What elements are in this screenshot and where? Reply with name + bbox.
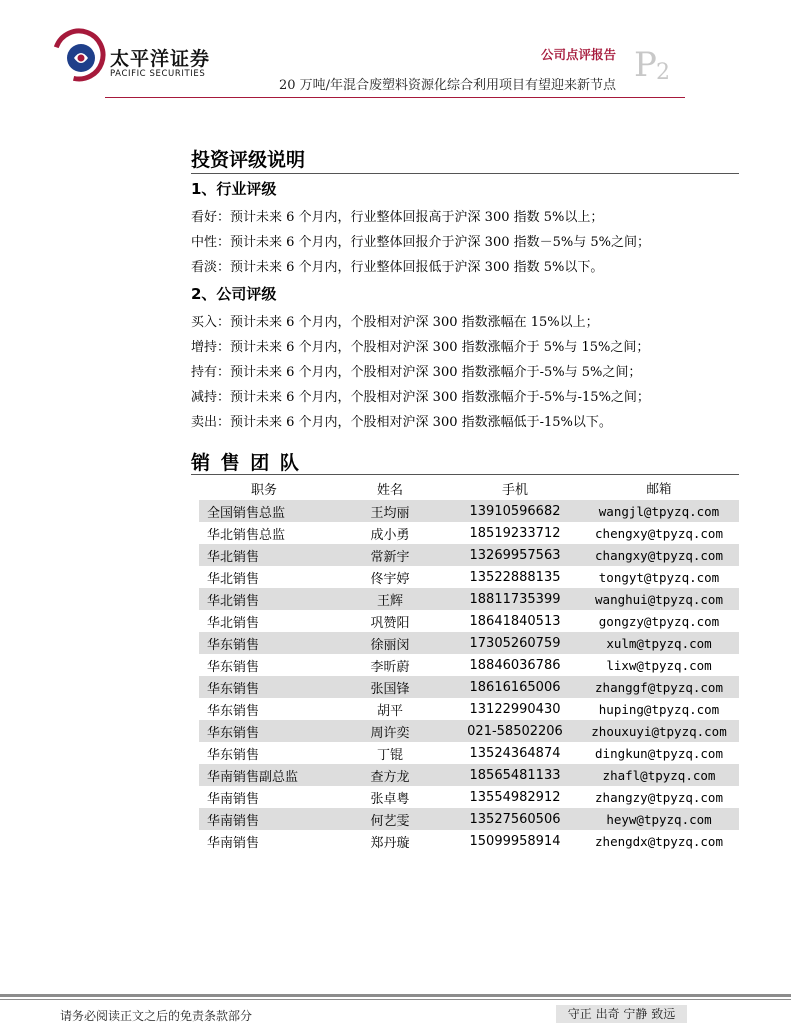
sales-team-table <box>199 476 739 852</box>
industry-rating-line: 看淡：预计未来 6 个月内，行业整体回报低于沪深 300 指数 5%以下。 <box>191 260 604 275</box>
table-row <box>199 830 739 852</box>
table-row <box>199 676 739 698</box>
cell-email: tongyt@tpyzq.com <box>598 569 720 585</box>
rating-section-title: 投资评级说明 <box>191 149 306 171</box>
cell-email: lixw@tpyzq.com <box>606 657 712 673</box>
cell-email: heyw@tpyzq.com <box>579 808 739 830</box>
cell-phone: 13554982912 <box>469 789 561 805</box>
cell-email: huping@tpyzq.com <box>598 701 720 717</box>
cell-name: 李昕蔚 <box>370 659 410 675</box>
cell-title: 华北销售 <box>199 588 329 610</box>
cell-title: 华南销售副总监 <box>199 764 329 786</box>
company-rating-line: 增持：预计未来 6 个月内，个股相对沪深 300 指数涨幅介于 5%与 15%之间； <box>191 340 650 355</box>
cell-title: 华南销售 <box>207 791 260 807</box>
column-header-phone: 手机 <box>501 482 528 498</box>
table-row <box>199 610 739 632</box>
cell-title: 华南销售 <box>199 808 329 830</box>
table-row <box>199 808 739 830</box>
footer-motto: 守正 出奇 宁静 致远 <box>556 1005 687 1023</box>
footer-divider-thin <box>0 999 791 1000</box>
cell-phone: 13269957563 <box>451 544 579 566</box>
page-number: 2 <box>656 60 670 85</box>
cell-phone: 13122990430 <box>469 701 561 717</box>
table-row <box>199 764 739 786</box>
cell-title: 华东销售 <box>199 632 329 654</box>
cell-phone: 18519233712 <box>469 525 561 541</box>
cell-name: 成小勇 <box>370 527 410 543</box>
cell-phone: 18565481133 <box>451 764 579 786</box>
footer-divider <box>0 994 791 997</box>
table-row <box>199 632 739 654</box>
cell-name: 佟宇婷 <box>370 571 410 587</box>
rating-section-rule <box>191 173 739 174</box>
industry-rating-line: 中性：预计未来 6 个月内，行业整体回报介于沪深 300 指数－5%与 5%之间； <box>191 235 650 250</box>
cell-email: wanghui@tpyzq.com <box>579 588 739 610</box>
industry-rating-line: 看好：预计未来 6 个月内，行业整体回报高于沪深 300 指数 5%以上； <box>191 210 604 225</box>
cell-title: 华东销售 <box>207 703 260 719</box>
cell-phone: 18846036786 <box>469 657 561 673</box>
column-header-email: 邮箱 <box>646 481 672 496</box>
cell-email: chengxy@tpyzq.com <box>595 525 723 541</box>
column-header-name: 姓名 <box>376 482 403 498</box>
cell-title: 华北销售 <box>207 615 260 631</box>
cell-email: dingkun@tpyzq.com <box>595 745 723 761</box>
cell-phone: 13527560506 <box>451 808 579 830</box>
cell-phone: 13524364874 <box>469 745 561 761</box>
cell-name: 王均丽 <box>329 500 451 522</box>
cell-name: 张国锋 <box>329 676 451 698</box>
cell-name: 查方龙 <box>329 764 451 786</box>
cell-title: 华北销售总监 <box>207 527 286 543</box>
cell-phone: 15099958914 <box>469 833 561 849</box>
cell-phone: 18641840513 <box>469 613 561 629</box>
cell-title: 华东销售 <box>207 659 260 675</box>
table-row <box>199 698 739 720</box>
cell-email: zhangzy@tpyzq.com <box>595 789 723 805</box>
cell-email: zhouxuyi@tpyzq.com <box>579 720 739 742</box>
brand-name-cn: 太平洋证券 <box>110 48 211 70</box>
cell-name: 王辉 <box>329 588 451 610</box>
table-row <box>199 500 739 522</box>
report-type: 公司点评报告 <box>540 47 616 62</box>
cell-name: 郑丹璇 <box>370 835 410 851</box>
cell-name: 丁锟 <box>376 747 403 763</box>
cell-phone: 18811735399 <box>451 588 579 610</box>
header-divider <box>105 97 685 98</box>
cell-email: zhanggf@tpyzq.com <box>579 676 739 698</box>
table-row <box>199 720 739 742</box>
cell-name: 徐丽闵 <box>329 632 451 654</box>
sales-team-rule <box>191 474 739 475</box>
cell-title: 华南销售 <box>207 835 260 851</box>
company-rating-line: 卖出：预计未来 6 个月内，个股相对沪深 300 指数涨幅低于-15%以下。 <box>191 415 612 430</box>
report-title: 20 万吨/年混合废塑料资源化综合利用项目有望迎来新节点 <box>278 78 616 93</box>
company-rating-line: 减持：预计未来 6 个月内，个股相对沪深 300 指数涨幅介于-5%与-15%之间； <box>191 390 650 405</box>
cell-name: 常新宇 <box>329 544 451 566</box>
cell-phone: 021-58502206 <box>451 720 579 742</box>
cell-title: 华东销售 <box>199 720 329 742</box>
cell-title: 全国销售总监 <box>199 500 329 522</box>
column-header-title: 职务 <box>250 482 277 498</box>
table-row <box>199 654 739 676</box>
cell-phone: 18616165006 <box>451 676 579 698</box>
page-letter: P <box>634 45 657 85</box>
cell-name: 周许奕 <box>329 720 451 742</box>
cell-name: 何艺雯 <box>329 808 451 830</box>
table-row <box>199 786 739 808</box>
table-row <box>199 588 739 610</box>
cell-name: 张卓粤 <box>370 791 410 807</box>
cell-phone: 13910596682 <box>451 500 579 522</box>
footer-disclaimer: 请务必阅读正文之后的免责条款部分 <box>60 1009 253 1023</box>
cell-email: gongzy@tpyzq.com <box>598 613 720 629</box>
company-rating-title: 2、公司评级 <box>191 285 277 303</box>
cell-email: changxy@tpyzq.com <box>579 544 739 566</box>
cell-email: xulm@tpyzq.com <box>579 632 739 654</box>
cell-title: 华东销售 <box>199 676 329 698</box>
cell-email: wangjl@tpyzq.com <box>579 500 739 522</box>
sales-team-title: 销 售 团 队 <box>191 452 301 474</box>
cell-phone: 13522888135 <box>469 569 561 585</box>
cell-name: 巩赞阳 <box>370 615 410 631</box>
company-rating-line: 买入：预计未来 6 个月内，个股相对沪深 300 指数涨幅在 15%以上； <box>191 315 599 330</box>
table-row <box>199 544 739 566</box>
cell-email: zhengdx@tpyzq.com <box>595 833 723 849</box>
company-rating-line: 持有：预计未来 6 个月内，个股相对沪深 300 指数涨幅介于-5%与 5%之间； <box>191 365 642 380</box>
cell-phone: 17305260759 <box>451 632 579 654</box>
cell-title: 华东销售 <box>207 747 260 763</box>
cell-title: 华北销售 <box>199 544 329 566</box>
brand-name-en: PACIFIC SECURITIES <box>110 69 206 79</box>
industry-rating-title: 1、行业评级 <box>191 180 277 198</box>
table-header-row <box>199 476 739 500</box>
cell-name: 胡平 <box>376 703 403 719</box>
company-logo <box>52 28 106 82</box>
table-row <box>199 742 739 764</box>
cell-title: 华北销售 <box>207 571 260 587</box>
table-row <box>199 566 739 588</box>
cell-email: zhafl@tpyzq.com <box>579 764 739 786</box>
table-row <box>199 522 739 544</box>
